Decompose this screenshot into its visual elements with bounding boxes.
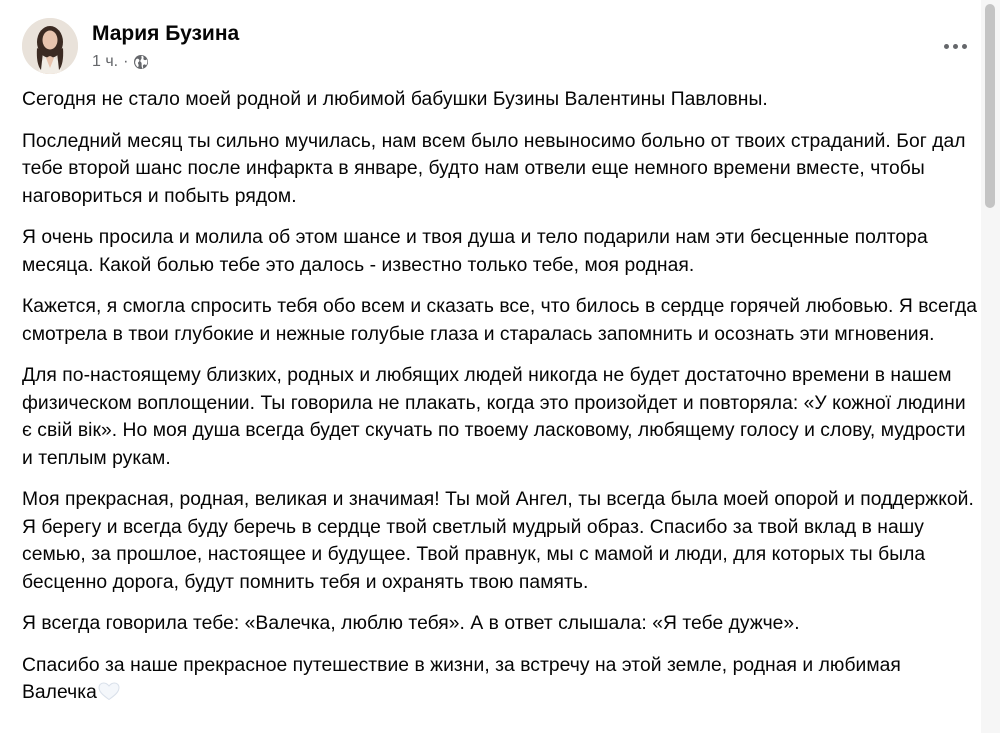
post-paragraph: Кажется, я смогла спросить тебя обо всем и сказать все, что билось в сердце горячей любовью. Я всегда смотрела в твои глубокие и нежные голубые глаза и старалась запомнить и осознать эти мгновения. xyxy=(22,296,978,345)
post-paragraph: Моя прекрасная, родная, великая и значимая! Ты мой Ангел, ты всегда была моей опорой и поддержкой. Я берегу и всегда буду беречь в сердце твой светлый мудрый образ. Спасибо за твой вклад в нашу семью, за прошлое, настоящее и будущее. Твой правнук, мы с мамой и люди, для которых ты была бесценно дорога, будут помнить тебя и охранять твою память. xyxy=(22,489,974,593)
post-timestamp[interactable]: 1 ч. xyxy=(92,53,119,70)
post-paragraph-text: Спасибо за наше прекрасное путешествие в жизни, за встречу на этой земле, родная и любимая Валечка xyxy=(22,654,901,703)
more-horizontal-icon xyxy=(944,44,967,49)
post-paragraph: Сегодня не стало моей родной и любимой бабушки Бузины Валентины Павловны. xyxy=(22,89,768,110)
author-name[interactable]: Мария Бузина xyxy=(92,22,240,45)
white-heart-icon xyxy=(97,681,121,701)
globe-icon[interactable] xyxy=(133,54,149,70)
post-text xyxy=(22,86,980,721)
post-paragraph: Для по-настоящему близких, родных и любящих людей никогда не будет достаточно времени в нашем физическом воплощении. Ты говорила не плакать, когда это произойдет и повторяла: «У кожної людини є свій вік». Но моя душа всегда будет скучать по твоему ласковому, любящему голосу и слову, мудрости и теплым рукам. xyxy=(22,365,966,469)
meta-separator: · xyxy=(123,53,129,70)
scrollbar-thumb[interactable] xyxy=(985,4,995,208)
post-meta xyxy=(92,51,149,73)
scrollbar[interactable] xyxy=(981,0,1000,733)
more-options-button[interactable] xyxy=(937,28,973,64)
post-paragraph: Я всегда говорила тебе: «Валечка, люблю тебя». А в ответ слышала: «Я тебе дужче». xyxy=(22,613,800,634)
post-paragraph: Я очень просила и молила об этом шансе и твоя душа и тело подарили нам эти бесценные полтора месяца. Какой болью тебе это далось - известно только тебе, моя родная. xyxy=(22,227,928,276)
post-paragraph-last xyxy=(22,652,980,707)
avatar-photo xyxy=(22,18,78,74)
post-paragraph: Последний месяц ты сильно мучилась, нам всем было невыносимо больно от твоих страданий. Бог дал тебе второй шанс после инфаркта в январе, будто нам отвели еще немного времени вместе, чтобы наговориться и побыть рядом. xyxy=(22,130,966,207)
author-avatar[interactable] xyxy=(22,18,78,74)
post-header xyxy=(22,18,952,78)
